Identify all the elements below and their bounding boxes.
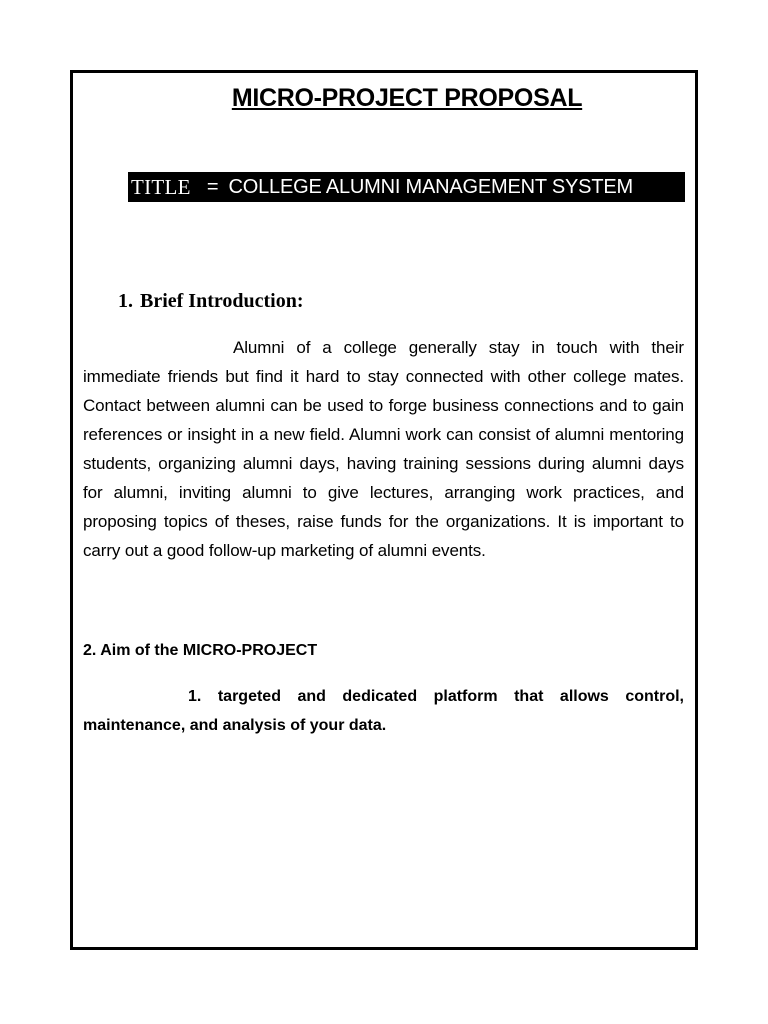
brief-introduction-heading <box>118 290 304 313</box>
section-heading-text: Brief Introduction: <box>140 290 304 312</box>
brief-introduction-body: Alumni of a college generally stay in touch with their immediate friends but find it hard to stay connected with other college mates. Contact between alumni can be used to forge business connections and to gain references or insight in a new field. Alumni work can consist of alumni mentoring students, organizing alumni days, having training sessions during alumni days for alumni, inviting alumni to give lectures, arranging work practices, and proposing topics of theses, raise funds for the organizations. It is important to carry out a good follow-up marketing of alumni events. <box>83 338 684 560</box>
project-title-bar <box>128 172 685 202</box>
title-key: TITLE <box>131 174 191 199</box>
project-title: COLLEGE ALUMNI MANAGEMENT SYSTEM <box>228 175 633 198</box>
aim-heading: 2. Aim of the MICRO-PROJECT <box>83 642 318 659</box>
section-number: 1. <box>118 290 133 312</box>
proposal-heading: MICRO-PROJECT PROPOSAL <box>231 84 583 112</box>
aim-body: 1. targeted and dedicated platform that allows control, maintenance, and analysis of your data. <box>83 688 684 734</box>
title-separator: = <box>206 175 219 198</box>
